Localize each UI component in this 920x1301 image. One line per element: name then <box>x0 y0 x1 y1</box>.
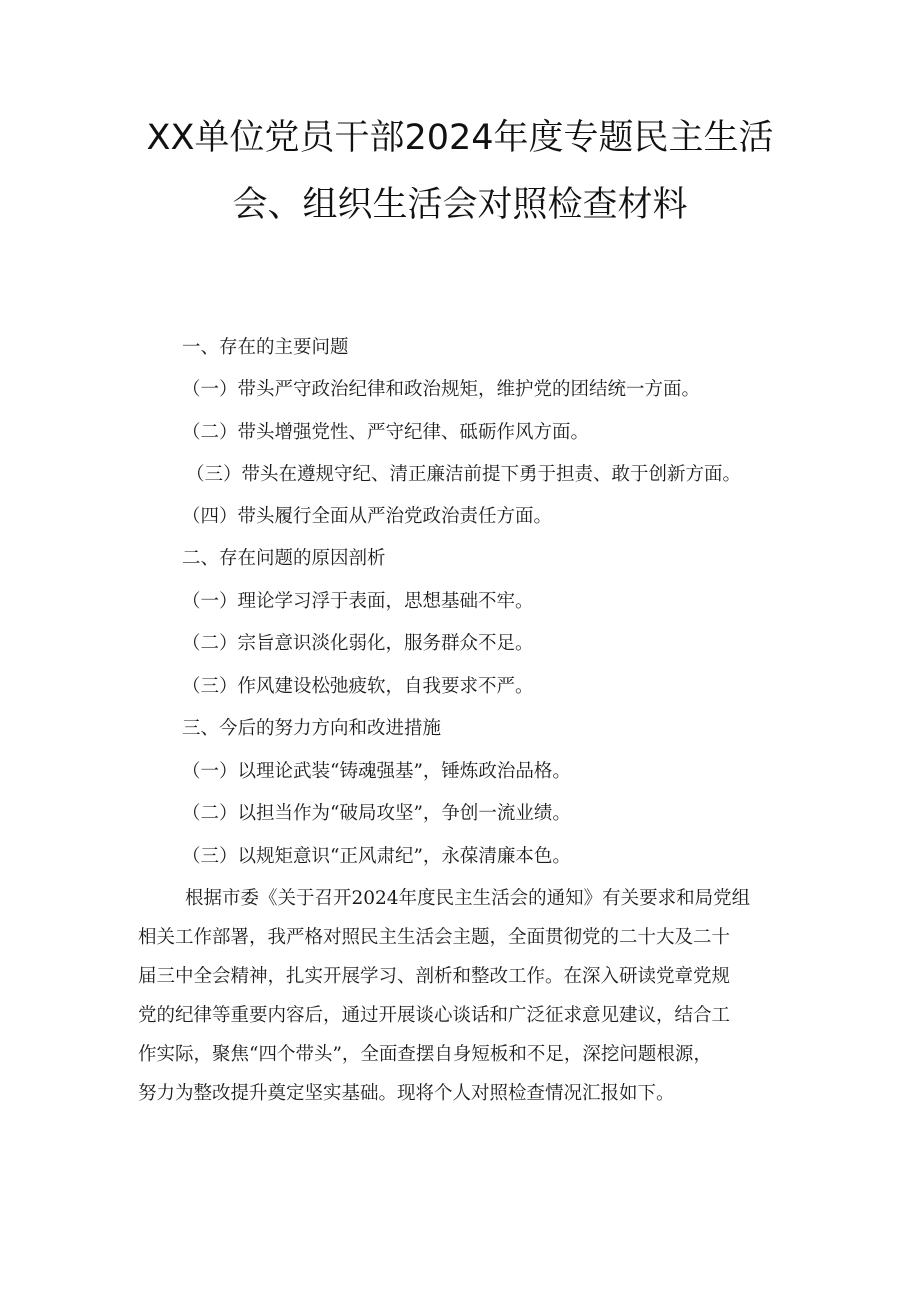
section-heading-1: 一、存在的主要问题 <box>182 337 349 358</box>
section-2-item-3: （三）作风建设松弛疲软，自我要求不严。 <box>182 676 534 697</box>
section-2-item-1: （一）理论学习浮于表面，思想基础不牢。 <box>182 591 534 612</box>
section-1-item-2: （二）带头增强党性、严守纪律、砥砺作风方面。 <box>182 422 590 443</box>
intro-line-4: 党的纪律等重要内容后，通过开展谈心谈话和广泛征求意见建议，结合工 <box>138 1005 731 1026</box>
section-3-item-1: （一）以理论武装“铸魂强基”，锤炼政治品格。 <box>182 761 571 782</box>
intro-line-6: 努力为整改提升奠定坚实基础。现将个人对照检查情况汇报如下。 <box>138 1083 675 1104</box>
section-3-item-3: （三）以规矩意识“正风肃纪”，永葆清廉本色。 <box>182 846 571 867</box>
document-title-line-2: 会、组织生活会对照检查材料 <box>232 185 688 225</box>
section-heading-2: 二、存在问题的原因剖析 <box>182 548 386 569</box>
intro-line-5: 作实际，聚焦“四个带头”，全面查摆自身短板和不足，深挖问题根源， <box>138 1044 712 1065</box>
intro-line-2: 相关工作部署，我严格对照民主生活会主题，全面贯彻党的二十大及二十 <box>138 927 731 948</box>
intro-line-3: 届三中全会精神，扎实开展学习、剖析和整改工作。在深入研读党章党规 <box>138 966 731 987</box>
intro-line-1: 根据市委《关于召开2024年度民主生活会的通知》有关要求和局党组 <box>185 888 751 909</box>
section-3-item-2: （二）以担当作为“破局攻坚”，争创一流业绩。 <box>182 803 571 824</box>
section-2-item-2: （二）宗旨意识淡化弱化，服务群众不足。 <box>182 633 534 654</box>
document-title-line-1: XX单位党员干部2024年度专题民主生活 <box>146 118 774 158</box>
section-1-item-3: （三）带头在遵规守纪、清正廉洁前提下勇于担责、敢于创新方面。 <box>186 464 742 485</box>
section-1-item-4: （四）带头履行全面从严治党政治责任方面。 <box>182 506 553 527</box>
section-heading-3: 三、今后的努力方向和改进措施 <box>182 718 442 739</box>
section-1-item-1: （一）带头严守政治纪律和政治规矩，维护党的团结统一方面。 <box>182 379 701 400</box>
